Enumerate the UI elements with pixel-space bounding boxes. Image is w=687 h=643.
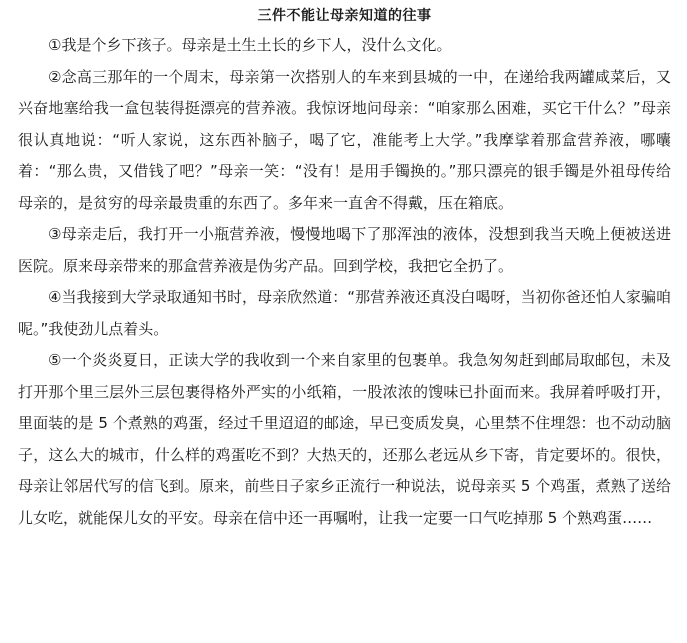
paragraph-4: ④当我接到大学录取通知书时，母亲欣然道：“那营养液还真没白喝呀，当初你爸还怕人家骗咱呢。”我使劲儿点着头。 (18, 288, 671, 338)
paragraph-2: ②念高三那年的一个周末，母亲第一次搭别人的车来到县城的一中，在递给我两罐咸菜后，又兴奋地塞给我一盒包装得挺漂亮的营养液。我惊讶地问母亲：“咱家那么困难，买它干什么？”母亲很认真地说：“听人家说，这东西补脑子，喝了它，准能考上大学。”我摩挲着那盒营养液，哪囔着：“那么贵，又借钱了吧？”母亲一笑：“没有！是用手镯换的。”那只漂亮的银手镯是外祖母传给母亲的，是贫穷的母亲最贵重的东西了。多年来一直舍不得戴，压在箱底。 (18, 67, 671, 212)
document-title: 三件不能让母亲知道的往事 (257, 8, 432, 24)
paragraph-1: ①我是个乡下孩子。母亲是土生土长的乡下人，没什么文化。 (48, 36, 452, 54)
paragraph-3: ③母亲走后，我打开一小瓶营养液，慢慢地喝下了那浑浊的液体，没想到我当天晚上便被送进医院。原来母亲带来的那盒营养液是伪劣产品。回到学校，我把它全扔了。 (18, 225, 671, 275)
paragraph-5: ⑤一个炎炎夏日，正读大学的我收到一个来自家里的包裹单。我急匆匆赶到邮局取邮包，未及打开那个里三层外三层包裹得格外严实的小纸箱，一股浓浓的馊味已扑面而来。我屏着呼吸打开，里面装的是 5 个煮熟的鸡蛋，经过千里迢迢的邮途，早已变质发臭，心里禁不住埋怨：也不动动脑子，这么大的城市，什么样的鸡蛋吃不到？大热天的，还那么老远从乡下寄，肯定要坏的。很快，母亲让邻居代写的信飞到。原来，前些日子家乡正流行一种说法，说母亲买 5 个鸡蛋，煮熟了送给儿女吃，就能保儿女的平安。母亲在信中还一再嘱咐，让我一定要一口气吃掉那 5 个熟鸡蛋…… (18, 351, 671, 527)
